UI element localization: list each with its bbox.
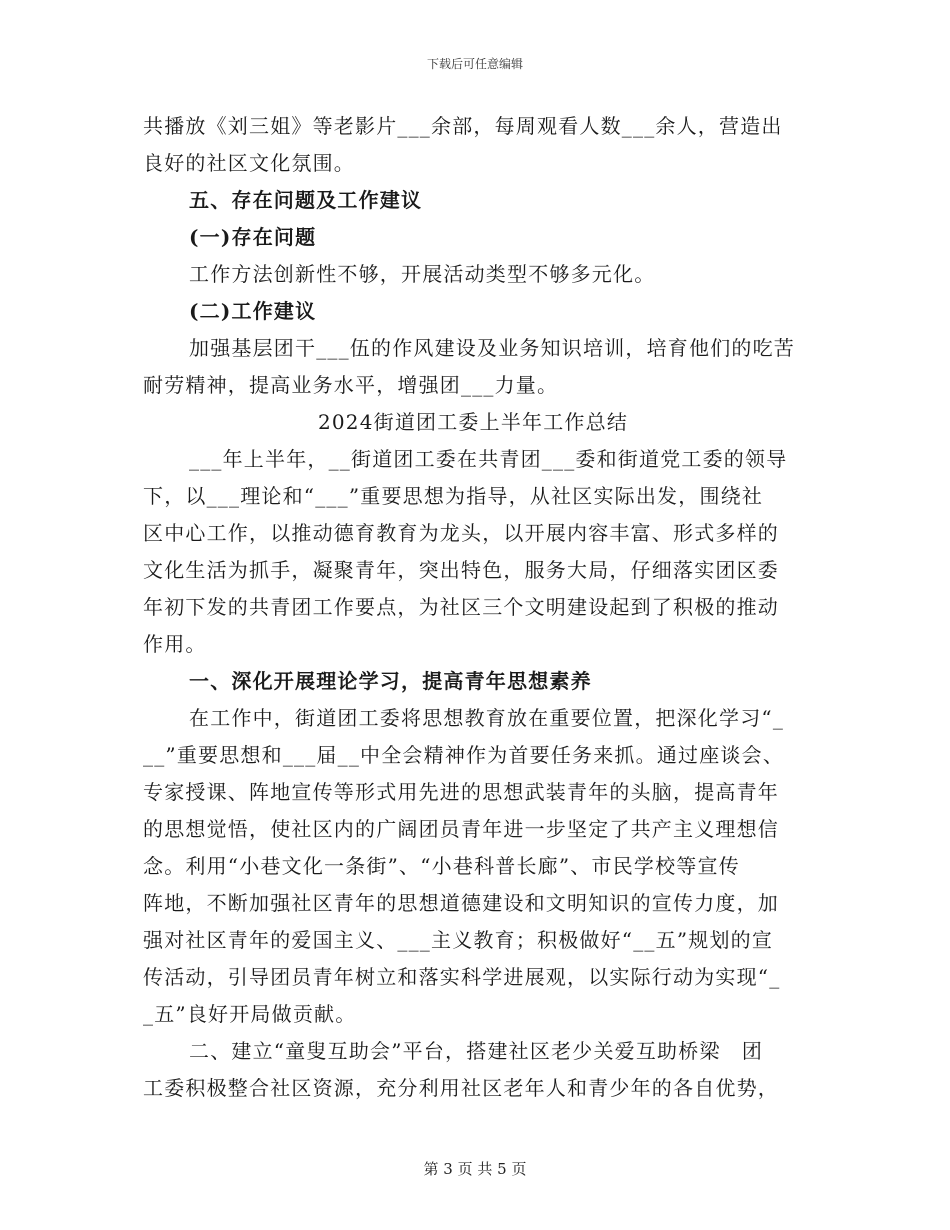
section-heading: 一、深化开展理论学习，提高青年思想素养: [189, 669, 592, 693]
body-text-line: 耐劳精神，提高业务水平，增强团___力量。: [143, 373, 559, 397]
body-text-line: 的思想觉悟，使社区内的广阔团员青年进一步坚定了共产主义理想信: [143, 817, 779, 841]
body-text-line: 加强基层团干___伍的作风建设及业务知识培训，培育他们的吃苦: [189, 336, 795, 360]
body-text-line: 下，以___理论和“___”重要思想为指导，从社区实际出发，围绕社: [143, 484, 764, 508]
body-text-line: ___年上半年，__街道团工委在共青团___委和街道党工委的领导: [189, 447, 788, 471]
body-text-line: 作用。: [143, 632, 207, 656]
body-text-line: 传活动，引导团员青年树立和落实科学进展观，以实际行动为实现“_: [143, 965, 781, 989]
section-heading: (二)工作建议: [189, 299, 317, 323]
body-text-line: 区中心工作，以推动德育教育为龙头，以开展内容丰富、形式多样的: [143, 521, 779, 545]
body-text-line: 强对社区青年的爱国主义、___主义教育；积极做好“__五”规划的宣: [143, 928, 774, 952]
body-text-line: __”重要思想和___届__中全会精神作为首要任务来抓。通过座谈会、: [143, 743, 785, 767]
body-text-line: 工委积极整合社区资源，充分利用社区老年人和青少年的各自优势，: [143, 1076, 779, 1100]
page-number-footer: 第 3 页 共 5 页: [423, 1160, 527, 1178]
document-title: 2024街道团工委上半年工作总结: [317, 410, 629, 434]
body-text-line: 在工作中，街道团工委将思想教育放在重要位置，把深化学习“_: [189, 706, 785, 730]
body-text-line: 念。利用“小巷文化一条街”、“小巷科普长廊”、市民学校等宣传: [143, 854, 740, 878]
body-text-line: 二、建立“童叟互助会”平台，搭建社区老少关爱互助桥梁 团: [189, 1039, 764, 1063]
body-text-line: 良好的社区文化氛围。: [143, 151, 355, 175]
body-text-line: 文化生活为抓手，凝聚青年，突出特色，服务大局，仔细落实团区委: [143, 558, 779, 582]
body-text-line: 年初下发的共青团工作要点，为社区三个文明建设起到了积极的推动: [143, 595, 779, 619]
section-heading: 五、存在问题及工作建议: [189, 188, 423, 212]
document-body: [143, 108, 803, 1107]
body-text-line: 专家授课、阵地宣传等形式用先进的思想武装青年的头脑，提高青年: [143, 780, 779, 804]
body-text-line: 共播放《刘三姐》等老影片___余部，每周观看人数___余人，营造出: [143, 114, 783, 138]
header-note: 下载后可任意编辑: [426, 57, 523, 71]
section-heading: (一)存在问题: [189, 225, 317, 249]
body-text-line: 工作方法创新性不够，开展活动类型不够多元化。: [189, 262, 656, 286]
body-text-line: 阵地，不断加强社区青年的思想道德建设和文明知识的宣传力度，加: [143, 891, 779, 915]
body-text-line: _五”良好开局做贡献。: [143, 1002, 357, 1026]
